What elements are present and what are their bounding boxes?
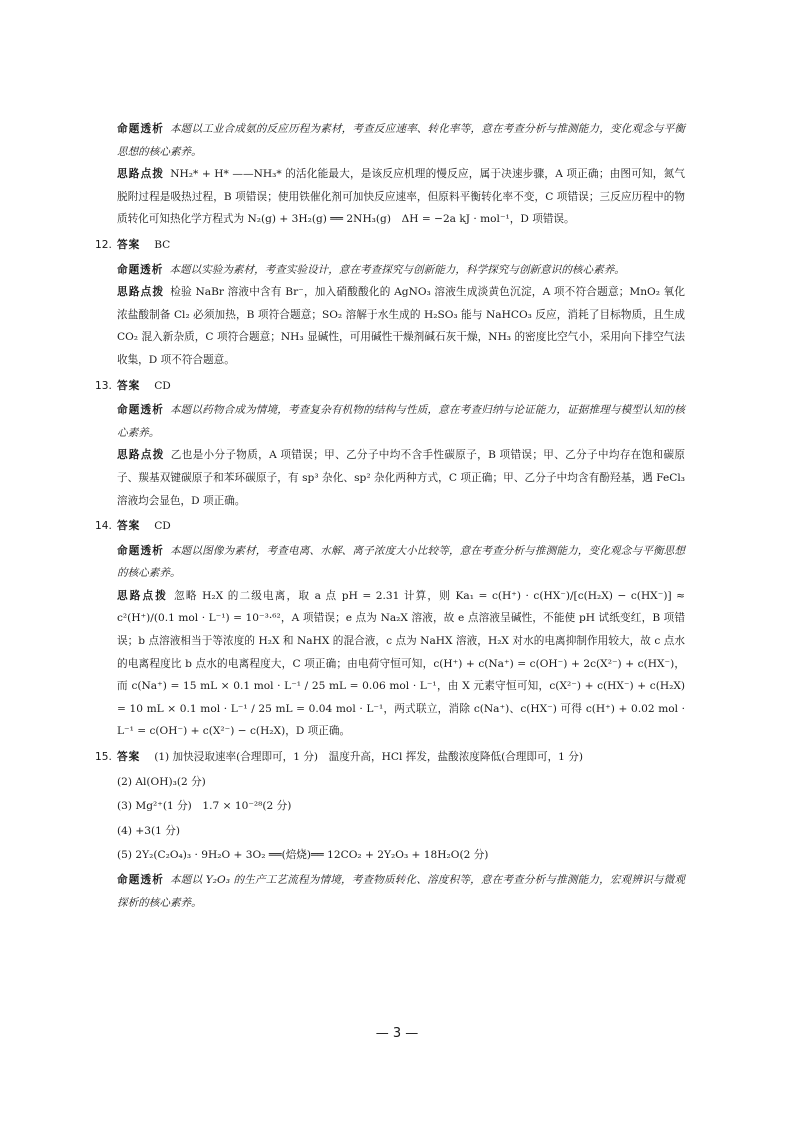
analysis-text: 本题以 Y₂O₃ 的生产工艺流程为情境，考查物质转化、溶度积等，意在考查分析与推测能力，宏观辨识与微观探析的核心素养。 xyxy=(117,874,685,909)
q15-answer xyxy=(95,746,685,769)
question-number: 12. xyxy=(95,238,112,251)
analysis-text: 本题以工业合成氨的反应历程为素材，考查反应速率、转化率等，意在考查分析与推测能力，变化观念与平衡思想的核心素养。 xyxy=(117,123,685,158)
q13 xyxy=(95,375,685,513)
q12-approach xyxy=(117,281,685,371)
answer-label: 答案 xyxy=(117,379,141,392)
q14-analysis xyxy=(117,540,685,585)
analysis-text: 本题以实验为素材，考查实验设计，意在考查探究与创新能力，科学探究与创新意识的核心素养。 xyxy=(169,263,625,276)
answer-part-4: (4) +3(1 分) xyxy=(117,824,180,837)
q12-answer xyxy=(95,234,685,257)
approach-label: 思路点拨 xyxy=(117,168,165,181)
analysis-label: 命题透析 xyxy=(117,874,165,886)
analysis-label: 命题透析 xyxy=(117,123,164,135)
answer-part-5: (5) 2Y₂(C₂O₄)₃ · 9H₂O + 3O₂ ══(焙烧)══ 12CO₂ + 2Y₂O₃ + 18H₂O(2 分) xyxy=(117,849,489,862)
analysis-text: 本题以图像为素材，考查电离、水解、离子浓度大小比较等，意在考查分析与推测能力，变化观念与平衡思想的核心素养。 xyxy=(117,544,685,580)
question-number: 14. xyxy=(95,520,112,533)
answer-value: BC xyxy=(154,238,171,251)
q14-approach xyxy=(117,585,685,743)
analysis-label: 命题透析 xyxy=(117,404,164,417)
approach-label: 思路点拨 xyxy=(117,589,169,602)
q13-approach xyxy=(117,444,685,512)
q15-analysis xyxy=(117,869,685,914)
q12 xyxy=(95,234,685,372)
question-number: 15. xyxy=(95,751,112,764)
answer-part-2: (2) Al(OH)₃(2 分) xyxy=(117,775,206,788)
analysis-text: 本题以药物合成为情境，考查复杂有机物的结构与性质，意在考查归纳与论证能力，证据推理与模型认知的核心素养。 xyxy=(117,404,685,439)
q13-analysis xyxy=(117,399,685,444)
approach-text: 检验 NaBr 溶液中含有 Br⁻，加入硝酸酸化的 AgNO₃ 溶液生成淡黄色沉淀，A 项不符合题意；MnO₂ 氧化浓盐酸制备 Cl₂ 必须加热，B 项符合题意；SO₂ 溶解于水生成的 H₂SO₃ 能与 NaHCO₃ 反应，消耗了目标物质，且生成 CO₂ 混入新杂质，C 项符合题意；NH₃ 显碱性，可用碱性干燥剂碱石灰干燥，NH₃ 的密度比空气小，采用向下排空气法收集，D 项不符合题意。 xyxy=(117,286,685,366)
q14-answer xyxy=(95,515,685,538)
approach-label: 思路点拨 xyxy=(117,286,165,299)
q11-analysis xyxy=(117,118,685,163)
answer-part-1: (1) 加快浸取速率(合理即可，1 分) 温度升高，HCl 挥发，盐酸浓度降低(合理即可，1 分) xyxy=(154,751,583,764)
approach-text: 乙也是小分子物质，A 项错误；甲、乙分子中均不含手性碳原子，B 项错误；甲、乙分子中均存在饱和碳原子、羰基双键碳原子和苯环碳原子，有 sp³ 杂化、sp² 杂化两种方式，C 项正确；甲、乙分子中均含有酚羟基，遇 FeCl₃ 溶液均会显色，D 项正确。 xyxy=(117,449,685,507)
q12-analysis xyxy=(117,259,685,282)
answer-value: CD xyxy=(154,520,171,533)
approach-text: NH₂* + H* ——NH₃* 的活化能最大，是该反应机理的慢反应，属于决速步骤，A 项正确；由图可知，氮气脱附过程是吸热过程，B 项错误；使用铁催化剂可加快反应速率，但原料平衡转化率不变，C 项错误；三反应历程中的物质转化可知热化学方程式为 N₂(g) + 3H₂(g) ══ 2NH₃(g) ΔH = −2a kJ · mol⁻¹，D 项错误。 xyxy=(117,168,686,226)
analysis-label: 命题透析 xyxy=(117,544,164,557)
approach-text: 忽略 H₂X 的二级电离，取 a 点 pH = 2.31 计算，则 Ka₁ = c(H⁺) · c(HX⁻)/[c(H₂X) − c(HX⁻)] ≈ c²(H⁺)/(0.1 mol · L⁻¹) = 10⁻³·⁶²，A 项错误；e 点为 Na₂X 溶液，故 e 点溶液呈碱性，不能使 pH 试纸变红，B 项错误；b 点溶液相当于等浓度的 H₂X 和 NaHX 的混合液，c 点为 NaHX 溶液，H₂X 对水的电离抑制作用较大，故 c 点水的电离程度比 b 点水的电离程度大，C 项正确；由电荷守恒可知，c(H⁺) + c(Na⁺) = c(OH⁻) + 2c(X²⁻) + c(HX⁻)，而 c(Na⁺) = 15 mL × 0.1 mol · L⁻¹ / 25 mL = 0.06 mol · L⁻¹，由 X 元素守恒可知，c(X²⁻) + c(HX⁻) + c(H₂X) = 10 mL × 0.1 mol · L⁻¹ / 25 mL = 0.04 mol · L⁻¹，两式联立，消除 c(Na⁺)、c(HX⁻) 可得 c(H⁺) + 0.02 mol · L⁻¹ = c(OH⁻) + c(X²⁻) − c(H₂X)，D 项正确。 xyxy=(117,589,686,738)
approach-label: 思路点拨 xyxy=(117,449,165,462)
question-number: 13. xyxy=(95,379,112,392)
answer-part-3: (3) Mg²⁺(1 分) 1.7 × 10⁻²⁸(2 分) xyxy=(117,800,292,813)
analysis-label: 命题透析 xyxy=(117,263,164,276)
page-number: — 3 — xyxy=(375,1026,419,1041)
q11-approach xyxy=(117,163,685,231)
q11-tail xyxy=(117,118,685,231)
answer-label: 答案 xyxy=(117,238,141,251)
answer-label: 答案 xyxy=(117,520,141,533)
q13-answer xyxy=(95,375,685,398)
q15 xyxy=(95,746,685,914)
answer-label: 答案 xyxy=(117,751,141,764)
answer-page xyxy=(95,118,686,917)
q14 xyxy=(95,515,686,743)
answer-value: CD xyxy=(154,379,171,392)
